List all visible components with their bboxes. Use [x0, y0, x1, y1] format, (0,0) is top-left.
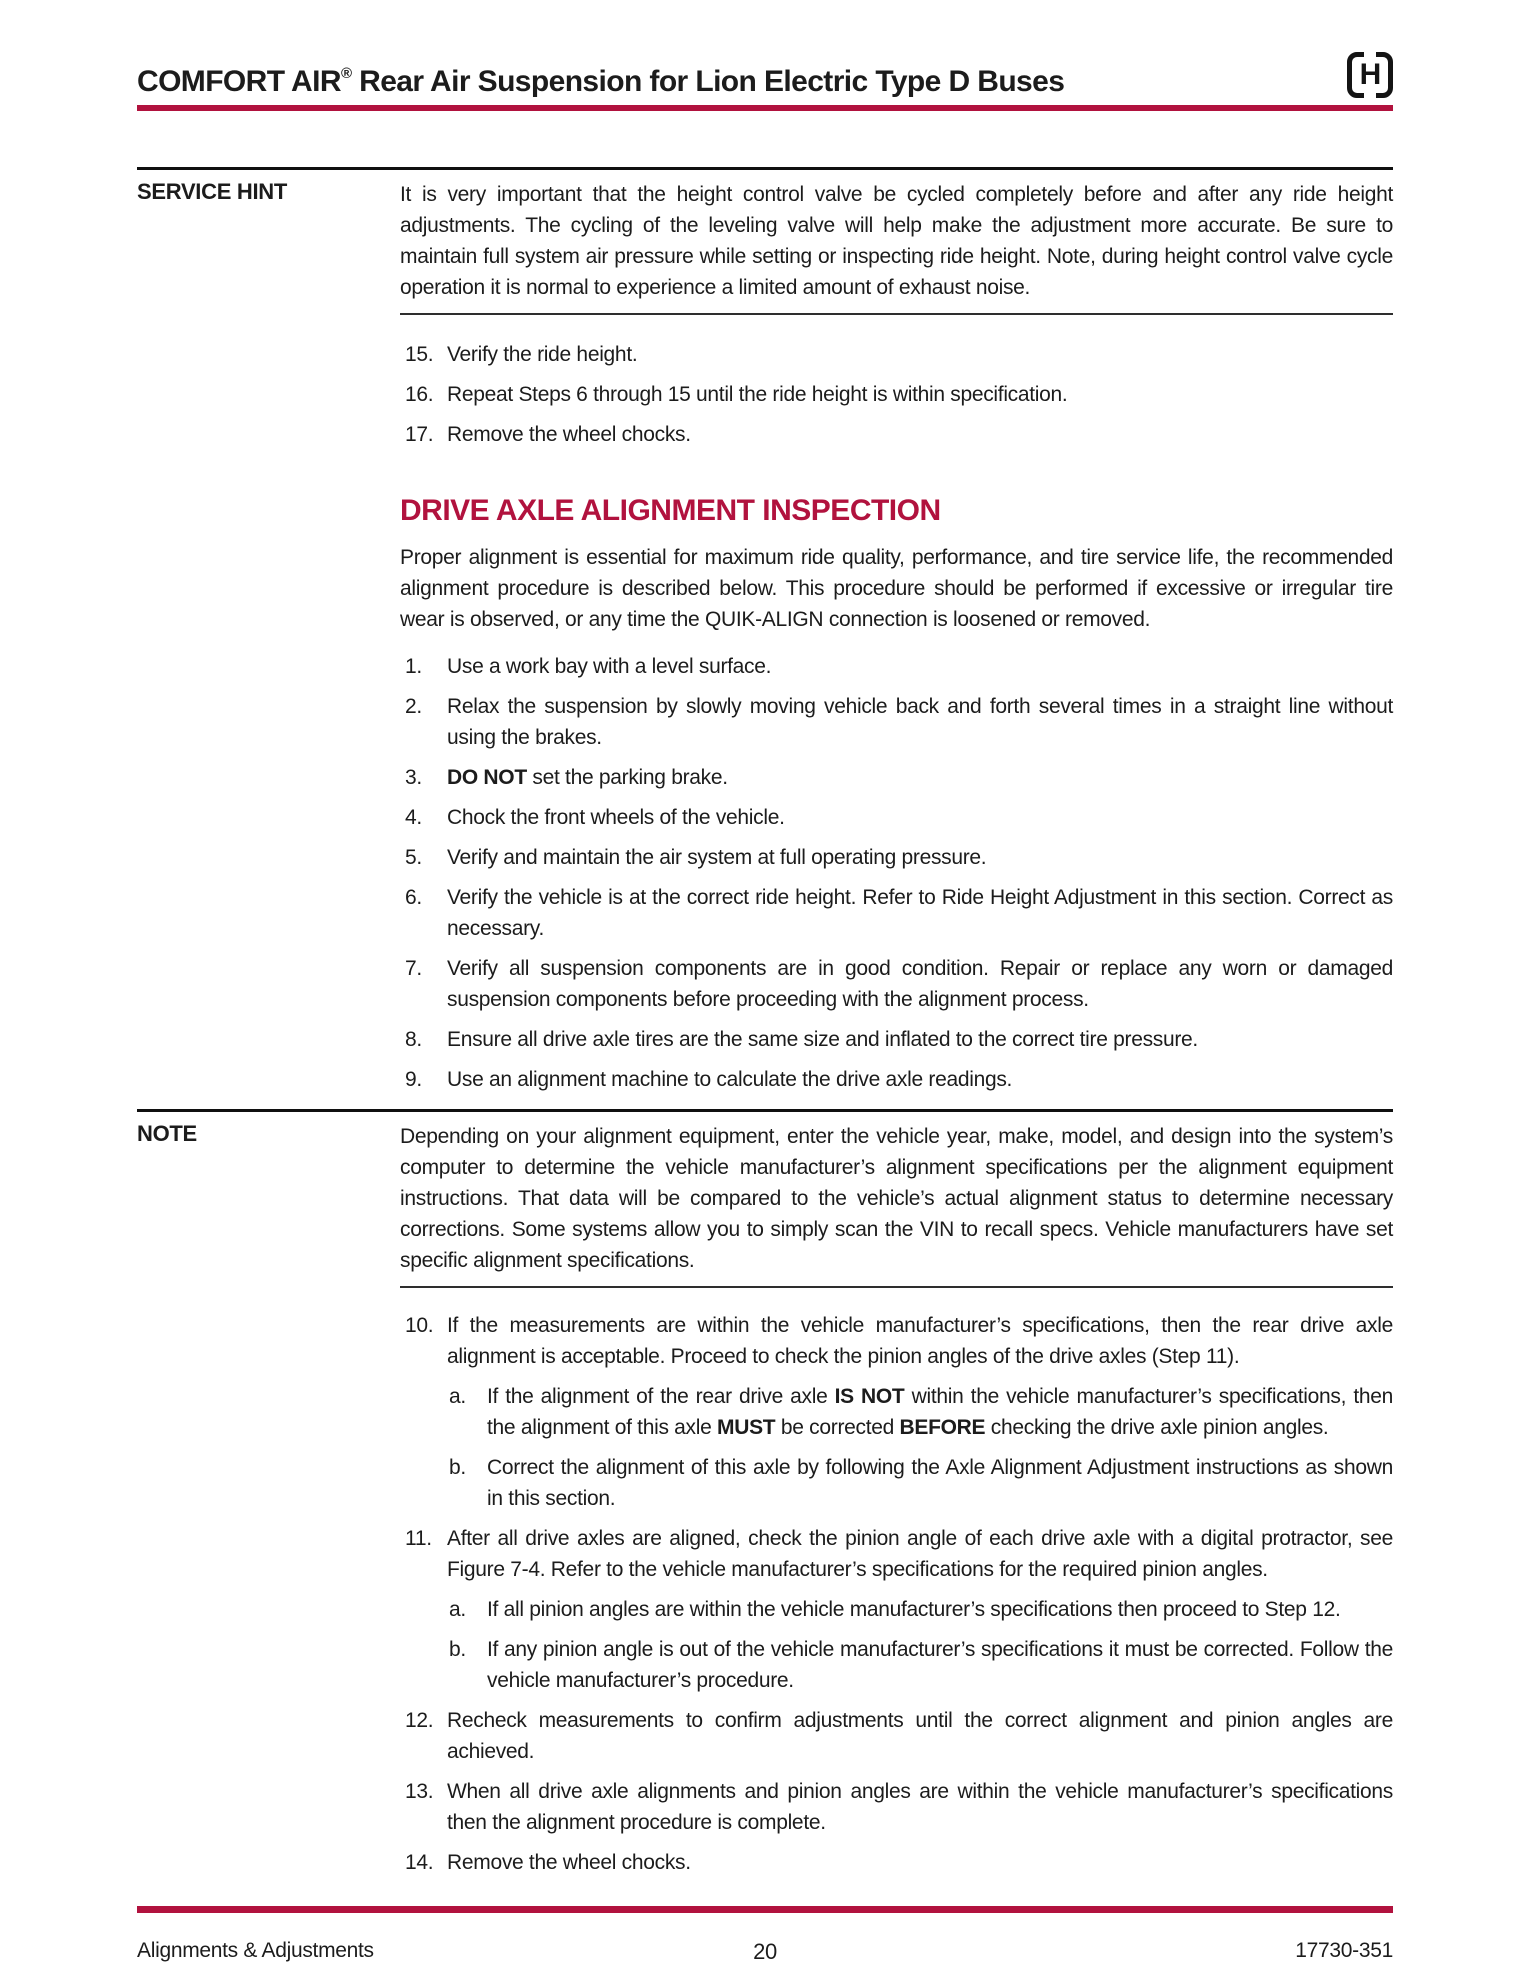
list-item [400, 1310, 1393, 1372]
list-item [400, 762, 1393, 793]
list-marker: 10. [405, 1314, 434, 1337]
list-item-text: When all drive axle alignments and pinion angles are within the vehicle manufacturer’s specifications then the alignment procedure is complete. [447, 1780, 1393, 1834]
list-item-text: Verify and maintain the air system at full operating pressure. [447, 846, 987, 869]
service-hint-label-col [137, 170, 400, 315]
list-item [400, 882, 1393, 944]
list-marker: a. [449, 1598, 466, 1621]
sub-list-item [444, 1381, 1393, 1443]
list-marker: b. [449, 1456, 466, 1479]
note-label: NOTE [137, 1121, 197, 1146]
list-item-text: Recheck measurements to confirm adjustments until the correct alignment and pinion angles are achieved. [447, 1709, 1393, 1763]
page-header [137, 0, 1393, 100]
section-intro: Proper alignment is essential for maximum ride quality, performance, and tire service life, the recommended alignment procedure is described below. This procedure should be performed if excessive or irregular tire wear is observed, or any time the QUIK-ALIGN connection is loosened or removed. [400, 546, 1393, 631]
service-hint-label: SERVICE HINT [137, 179, 288, 204]
note-text-col [400, 1112, 1393, 1288]
list-item-text: Verify the vehicle is at the correct ride height. Refer to Ride Height Adjustment in this section. Correct as necessary. [447, 886, 1393, 940]
list-marker: 2. [405, 695, 422, 718]
list-marker: 12. [405, 1709, 434, 1732]
list-marker: 17. [405, 423, 434, 446]
list-item [400, 842, 1393, 873]
list-item-text: Ensure all drive axle tires are the same size and inflated to the correct tire pressure. [447, 1028, 1198, 1051]
list-item-text: If the measurements are within the vehicle manufacturer’s specifications, then the rear drive axle alignment is acceptable. Proceed to check the pinion angles of the drive axles (Step 11). [447, 1314, 1393, 1368]
list-item-text: Verify the ride height. [447, 343, 638, 366]
list-item-text: DO NOT set the parking brake. [447, 766, 728, 789]
list-item [400, 651, 1393, 682]
header-accent-rule [137, 105, 1393, 111]
list-marker: 5. [405, 846, 422, 869]
page-title [137, 64, 1064, 100]
list-item-text: Use an alignment machine to calculate the drive axle readings. [447, 1068, 1013, 1091]
list-item [400, 419, 1393, 450]
list-marker: 3. [405, 766, 422, 789]
list-item [400, 802, 1393, 833]
list-item [400, 1064, 1393, 1095]
steps-15-17-list [400, 339, 1393, 450]
list-item [400, 379, 1393, 410]
list-item-text: Correct the alignment of this axle by following the Axle Alignment Adjustment instructions as shown in this section. [487, 1456, 1393, 1510]
list-item-text: Remove the wheel chocks. [447, 1851, 691, 1874]
list-marker: a. [449, 1385, 466, 1408]
list-item-text: Repeat Steps 6 through 15 until the ride height is within specification. [447, 383, 1068, 406]
list-marker: 6. [405, 886, 422, 909]
hendrickson-h-icon [1347, 52, 1393, 98]
note-section [137, 1109, 1393, 1288]
registered-trademark-icon: ® [340, 65, 352, 82]
list-marker: 15. [405, 343, 434, 366]
list-marker: 14. [405, 1851, 434, 1874]
list-item [400, 1705, 1393, 1767]
note-label-col [137, 1112, 400, 1288]
list-item-text: Remove the wheel chocks. [447, 423, 691, 446]
list-item [400, 1776, 1393, 1838]
list-marker: 7. [405, 957, 422, 980]
steps-1-9-list [400, 651, 1393, 1095]
footer-page-number: 20 [753, 1939, 777, 1964]
list-marker: 8. [405, 1028, 422, 1051]
list-marker: 13. [405, 1780, 434, 1803]
list-item [400, 691, 1393, 753]
list-item-text: Chock the front wheels of the vehicle. [447, 806, 785, 829]
list-marker: 1. [405, 655, 422, 678]
list-marker: 4. [405, 806, 422, 829]
footer-section-name: Alignments & Adjustments [137, 1939, 374, 1962]
list-item [400, 1523, 1393, 1585]
service-hint-section [137, 167, 1393, 315]
list-marker: 11. [405, 1527, 432, 1550]
list-marker: 16. [405, 383, 434, 406]
section-heading: DRIVE AXLE ALIGNMENT INSPECTION [400, 494, 941, 527]
list-item-text: If any pinion angle is out of the vehicle manufacturer’s specifications it must be corrected. Follow the vehicle manufacturer’s procedure. [487, 1638, 1393, 1692]
footer-doc-number: 17730-351 [1295, 1939, 1393, 1962]
list-item-text: Verify all suspension components are in good condition. Repair or replace any worn or damaged suspension components before proceeding with the alignment process. [447, 957, 1393, 1011]
steps-10-14-list [400, 1310, 1393, 1878]
footer-accent-rule [137, 1906, 1393, 1913]
sub-list-item [444, 1594, 1393, 1625]
list-item [400, 1024, 1393, 1055]
service-hint-text-col [400, 170, 1393, 315]
note-text: Depending on your alignment equipment, enter the vehicle year, make, model, and design into the system’s computer to determine the vehicle manufacturer’s alignment specifications per the alignment equipment instructions. That data will be compared to the vehicle’s actual alignment status to determine necessary corrections. Some systems allow you to simply scan the VIN to recall specs. Vehicle manufacturers have set specific alignment specifications. [400, 1125, 1393, 1272]
page-title-brand: COMFORT AIR [137, 65, 341, 98]
list-item-text: If the alignment of the rear drive axle IS NOT within the vehicle manufacturer’s specifications, then the alignment of this axle MUST be corrected BEFORE checking the drive axle pinion angles. [487, 1385, 1393, 1439]
list-item [400, 339, 1393, 370]
list-item-text: After all drive axles are aligned, check the pinion angle of each drive axle with a digital protractor, see Figure 7-4. Refer to the vehicle manufacturer’s specifications for the required pinion angles. [447, 1527, 1393, 1581]
sub-list-item [444, 1634, 1393, 1696]
logo-letter: H [1359, 58, 1381, 91]
list-item-text: If all pinion angles are within the vehicle manufacturer’s specifications then proceed to Step 12. [487, 1598, 1341, 1621]
service-hint-text: It is very important that the height control valve be cycled completely before and after any ride height adjustments. The cycling of the leveling valve will help make the adjustment more accurate. Be sure to maintain full system air pressure while setting or inspecting ride height. Note, during height control valve cycle operation it is normal to experience a limited amount of exhaust noise. [400, 183, 1393, 299]
list-item-text: Relax the suspension by slowly moving vehicle back and forth several times in a straight line without using the brakes. [447, 695, 1393, 749]
list-marker: b. [449, 1638, 466, 1661]
page-title-rest: Rear Air Suspension for Lion Electric Type D Buses [351, 65, 1065, 98]
list-item-text: Use a work bay with a level surface. [447, 655, 772, 678]
page-footer [137, 1906, 1393, 1964]
sub-list-item [444, 1452, 1393, 1514]
list-item [400, 1847, 1393, 1878]
list-item [400, 953, 1393, 1015]
list-marker: 9. [405, 1068, 422, 1091]
